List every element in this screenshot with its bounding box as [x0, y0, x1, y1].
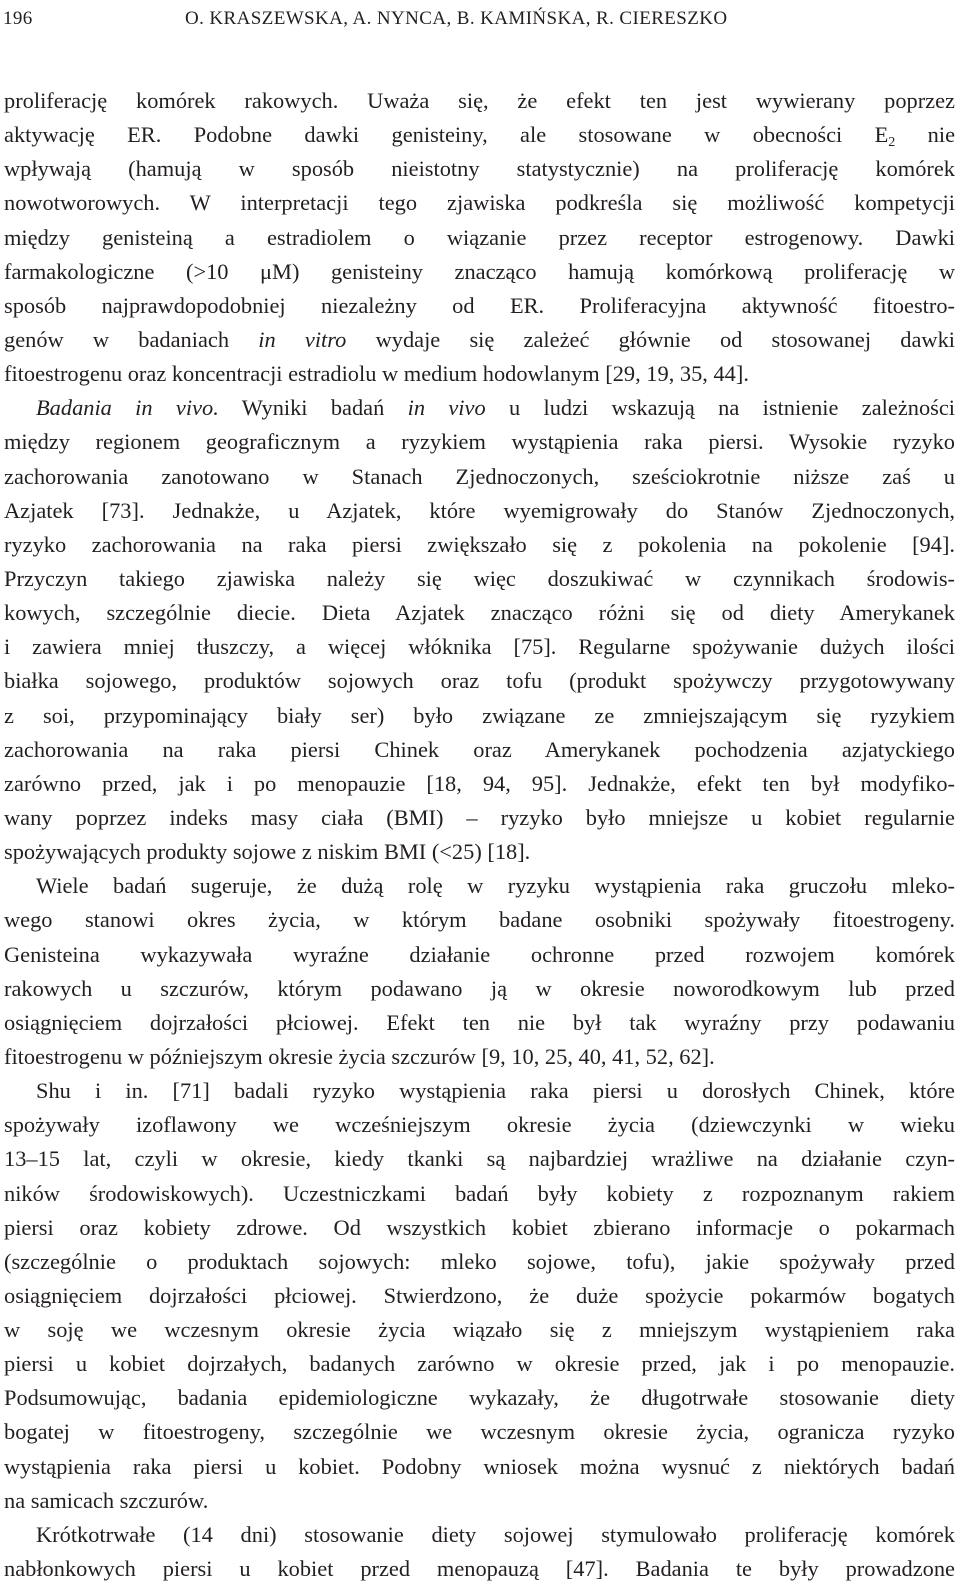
body-text — [4, 84, 955, 1586]
text-line: w soję we wczesnym okresie życia wiązało się z mniejszym wystąpieniem raka — [4, 1317, 955, 1343]
text-segment: Wyniki badań — [218, 395, 408, 421]
text-line — [4, 323, 955, 357]
text-line: osiągnięciem dojrzałości płciowej. Stwierdzono, że duże spożycie pokarmów bogatych — [4, 1282, 955, 1308]
text-segment: u ludzi wskazują na istnienie zależności — [485, 395, 955, 421]
text-line: ryzyko zachorowania na raka piersi zwiększało się z pokolenia na pokolenie [94]. — [4, 531, 955, 557]
text-line: na samicach szczurów. — [4, 1487, 209, 1513]
text-line: kowych, szczególnie diecie. Dieta Azjatek znacząco różni się od diety Amerykanek — [4, 600, 955, 626]
text-line: ników środowiskowych). Uczestniczkami badań były kobiety z rozpoznanym rakiem — [4, 1180, 955, 1206]
text-line: rakowych u szczurów, którym podawano ją w okresie noworodkowym lub przed — [4, 975, 955, 1001]
text-line: i zawiera mniej tłuszczy, a więcej włóknika [75]. Regularne spożywanie dużych ilości — [4, 634, 955, 660]
text-line: Krótkotrwałe (14 dni) stosowanie diety sojowej stymulowało proliferację komórek — [36, 1521, 955, 1547]
page-number: 196 — [3, 8, 33, 29]
text-line: farmakologiczne (>10 μM) genisteiny znacząco hamują komórkową proliferację w — [4, 258, 955, 284]
subscript: 2 — [888, 135, 896, 151]
text-line: wystąpienia raka piersi u kobiet. Podobny wniosek można wysnuć z niektórych badań — [4, 1453, 955, 1479]
running-head — [3, 4, 958, 34]
paragraph-1 — [4, 84, 955, 391]
text-line: wany poprzez indeks masy ciała (BMI) – ryzyko było mniejsze u kobiet regularnie — [4, 804, 955, 830]
text-line — [4, 391, 955, 425]
text-line: Podsumowując, badania epidemiologiczne wykazały, że długotrwałe stosowanie diety — [4, 1385, 955, 1411]
text-line — [4, 118, 955, 152]
text-line: bogatej w fitoestrogeny, szczególnie we wczesnym okresie życia, ogranicza ryzyko — [4, 1419, 955, 1445]
text-line: białka sojowego, produktów sojowych oraz tofu (produkt spożywczy przygotowywany — [4, 668, 955, 694]
text-line: (szczególnie o produktach sojowych: mleko sojowe, tofu), jakie spożywały przed — [4, 1248, 955, 1274]
running-title: O. KRASZEWSKA, A. NYNCA, B. KAMIŃSKA, R. CIERESZKO — [185, 8, 728, 29]
text-line: między regionem geograficznym a ryzykiem wystąpienia raka piersi. Wysokie ryzyko — [4, 429, 955, 455]
text-line: z soi, przypominający biały ser) było związane ze zmniejszającym się ryzykiem — [4, 702, 955, 728]
paragraph-2 — [4, 391, 955, 869]
text-segment: genów w badaniach — [4, 326, 259, 352]
text-line: fitoestrogenu oraz koncentracji estradiolu w medium hodowlanym [29, 19, 35, 44]. — [4, 361, 749, 387]
text-line: zachorowania na raka piersi Chinek oraz Amerykanek pochodzenia azjatyckiego — [4, 736, 955, 762]
text-line: Shu i in. [71] badali ryzyko wystąpienia raka piersi u dorosłych Chinek, które — [36, 1078, 955, 1104]
text-line: spożywających produkty sojowe z niskim BMI (<25) [18]. — [4, 839, 531, 865]
paragraph-4 — [4, 1074, 955, 1518]
text-line: Genisteina wykazywała wyraźne działanie ochronne przed rozwojem komórek — [4, 941, 955, 967]
section-heading: Badania in vivo. — [36, 395, 219, 421]
text-line: piersi oraz kobiety zdrowe. Od wszystkich kobiet zbierano informacje o pokarmach — [4, 1214, 955, 1240]
text-line: proliferację komórek rakowych. Uważa się, że efekt ten jest wywierany poprzez — [4, 88, 955, 113]
text-line: Azjatek [73]. Jednakże, u Azjatek, które wyemigrowały do Stanów Zjednoczonych, — [4, 497, 955, 523]
text-segment: aktywację ER. Podobne dawki genisteiny, ale stosowane w obecności E — [4, 122, 889, 148]
text-line: 13–15 lat, czyli w okresie, kiedy tkanki są najbardziej wrażliwe na działanie czyn- — [4, 1146, 955, 1172]
text-line: między genisteiną a estradiolem o wiązanie przez receptor estrogenowy. Dawki — [4, 224, 955, 250]
text-line: fitoestrogenu w późniejszym okresie życia szczurów [9, 10, 25, 40, 41, 52, 62]. — [4, 1043, 715, 1069]
text-line: zachorowania zanotowano w Stanach Zjednoczonych, sześciokrotnie niższe zaś u — [4, 463, 955, 489]
text-line: wego stanowi okres życia, w którym badane osobniki spożywały fitoestrogeny. — [4, 907, 955, 933]
text-segment: nie — [895, 122, 955, 148]
text-line: wpływają (hamują w sposób nieistotny statystycznie) na proliferację komórek — [4, 156, 955, 182]
text-line: Przyczyn takiego zjawiska należy się więc doszukiwać w czynnikach środowis- — [4, 565, 955, 591]
text-line: sposób najprawdopodobniej niezależny od ER. Proliferacyjna aktywność fitoestro- — [4, 292, 955, 318]
text-segment: wydaje się zależeć głównie od stosowanej dawki — [346, 326, 955, 352]
text-line: nowotworowych. W interpretacji tego zjawiska podkreśla się możliwość kompetycji — [4, 190, 955, 216]
text-line: Wiele badań sugeruje, że dużą rolę w ryzyku wystąpienia raka gruczołu mleko- — [36, 873, 955, 899]
paragraph-5 — [4, 1518, 955, 1586]
italic-term: in vivo — [407, 395, 486, 421]
text-line: spożywały izoflawony we wcześniejszym okresie życia (dziewczynki w wieku — [4, 1112, 955, 1138]
paragraph-3 — [4, 869, 955, 1074]
text-line: osiągnięciem dojrzałości płciowej. Efekt ten nie był tak wyraźny przy podawaniu — [4, 1009, 955, 1035]
text-line: nabłonkowych piersi u kobiet przed menopauzą [47]. Badania te były prowadzone — [4, 1556, 955, 1582]
text-line: zarówno przed, jak i po menopauzie [18, 94, 95]. Jednakże, efekt ten był modyfiko- — [4, 770, 955, 796]
text-line: piersi u kobiet dojrzałych, badanych zarówno w okresie przed, jak i po menopauzie. — [4, 1351, 955, 1377]
italic-term: in vitro — [258, 326, 347, 352]
